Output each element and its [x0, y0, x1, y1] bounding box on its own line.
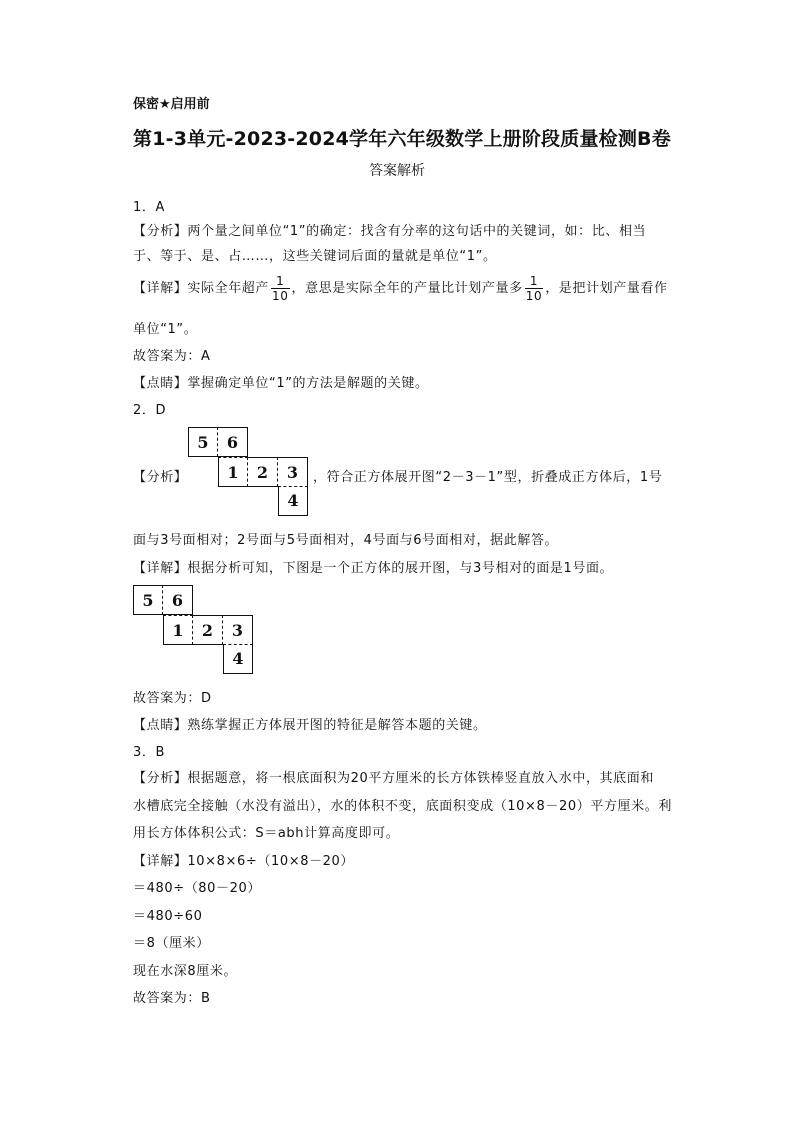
net-face: 6: [218, 427, 248, 457]
net-face: 1: [163, 615, 193, 645]
q1-number: 1．A: [133, 200, 165, 215]
net-face: 4: [278, 486, 308, 516]
net-face: 1: [218, 457, 248, 487]
q2-analysis-line-2: 面与3号面相对；2号面与5号面相对，4号面与6号面相对，据此解答。: [133, 533, 559, 548]
q2-analysis-text: ，符合正方体展开图“2－3－1”型，折叠成正方体后，1号: [313, 470, 663, 485]
net-face: 3: [223, 615, 253, 645]
net-face: 5: [133, 585, 163, 615]
q1-analysis-line-1: 【分析】两个量之间单位“1”的确定：找含有分率的这句话中的关键词，如：比、相当: [133, 224, 647, 239]
q1-answer: 故答案为：A: [133, 349, 211, 364]
q1-detail-line-1: [133, 274, 668, 303]
q3-detail-line-2: ＝480÷（80－20）: [133, 881, 261, 896]
net-face: 6: [163, 585, 193, 615]
q1-comment: 【点睛】掌握确定单位“1”的方法是解题的关键。: [133, 376, 429, 391]
q2-comment: 【点睛】熟练掌握正方体展开图的特征是解答本题的关键。: [133, 718, 487, 733]
fraction-numerator: 1: [271, 274, 289, 289]
fraction-denominator: 10: [525, 289, 543, 303]
fraction-denominator: 10: [272, 289, 289, 303]
q2-analysis-label: 【分析】: [133, 470, 188, 485]
q3-analysis-line-1: 【分析】根据题意，将一根底面积为20平方厘米的长方体铁棒竖直放入水中，其底面和: [133, 771, 654, 786]
q3-number: 3．B: [133, 745, 165, 760]
q1-detail-text-c: ，是把计划产量看作: [545, 281, 668, 296]
net-face: 3: [278, 457, 308, 487]
document-title: 第1-3单元-2023-2024学年六年级数学上册阶段质量检测B卷: [133, 128, 671, 150]
q3-detail-line-4: ＝8（厘米）: [133, 936, 210, 951]
q2-detail: 【详解】根据分析可知，下图是一个正方体的展开图，与3号相对的面是1号面。: [133, 561, 614, 576]
q3-detail-line-5: 现在水深8厘米。: [133, 964, 238, 979]
q3-detail-line-3: ＝480÷60: [133, 909, 203, 924]
q1-detail-text-a: 【详解】实际全年超产: [133, 281, 270, 296]
fraction-one-tenth: [271, 274, 289, 303]
document-subtitle: 答案解析: [369, 163, 425, 179]
q1-detail-line-2: 单位“1”。: [133, 322, 198, 337]
q2-number: 2．D: [133, 403, 167, 418]
net-face: 4: [223, 644, 253, 674]
fraction-numerator: 1: [525, 274, 543, 289]
net-face: 5: [188, 427, 218, 457]
q1-detail-text-b: ，意思是实际全年的产量比计划产量多: [291, 281, 523, 296]
fraction-one-tenth: [525, 274, 543, 303]
net-face: 2: [248, 457, 278, 487]
q3-detail-line-1: 【详解】10×8×6÷（10×8－20）: [133, 854, 355, 869]
q2-answer: 故答案为：D: [133, 691, 212, 706]
net-face: 2: [193, 615, 223, 645]
q1-analysis-line-2: 于、等于、是、占……，这些关键词后面的量就是单位“1”。: [133, 249, 497, 264]
confidential-label: 保密★启用前: [133, 97, 210, 112]
q3-answer: 故答案为：B: [133, 991, 211, 1006]
q3-analysis-line-3: 用长方体体积公式：S＝abh计算高度即可。: [133, 826, 400, 841]
q3-analysis-line-2: 水槽底完全接触（水没有溢出），水的体积不变，底面积变成（10×8－20）平方厘米。利: [133, 799, 672, 814]
